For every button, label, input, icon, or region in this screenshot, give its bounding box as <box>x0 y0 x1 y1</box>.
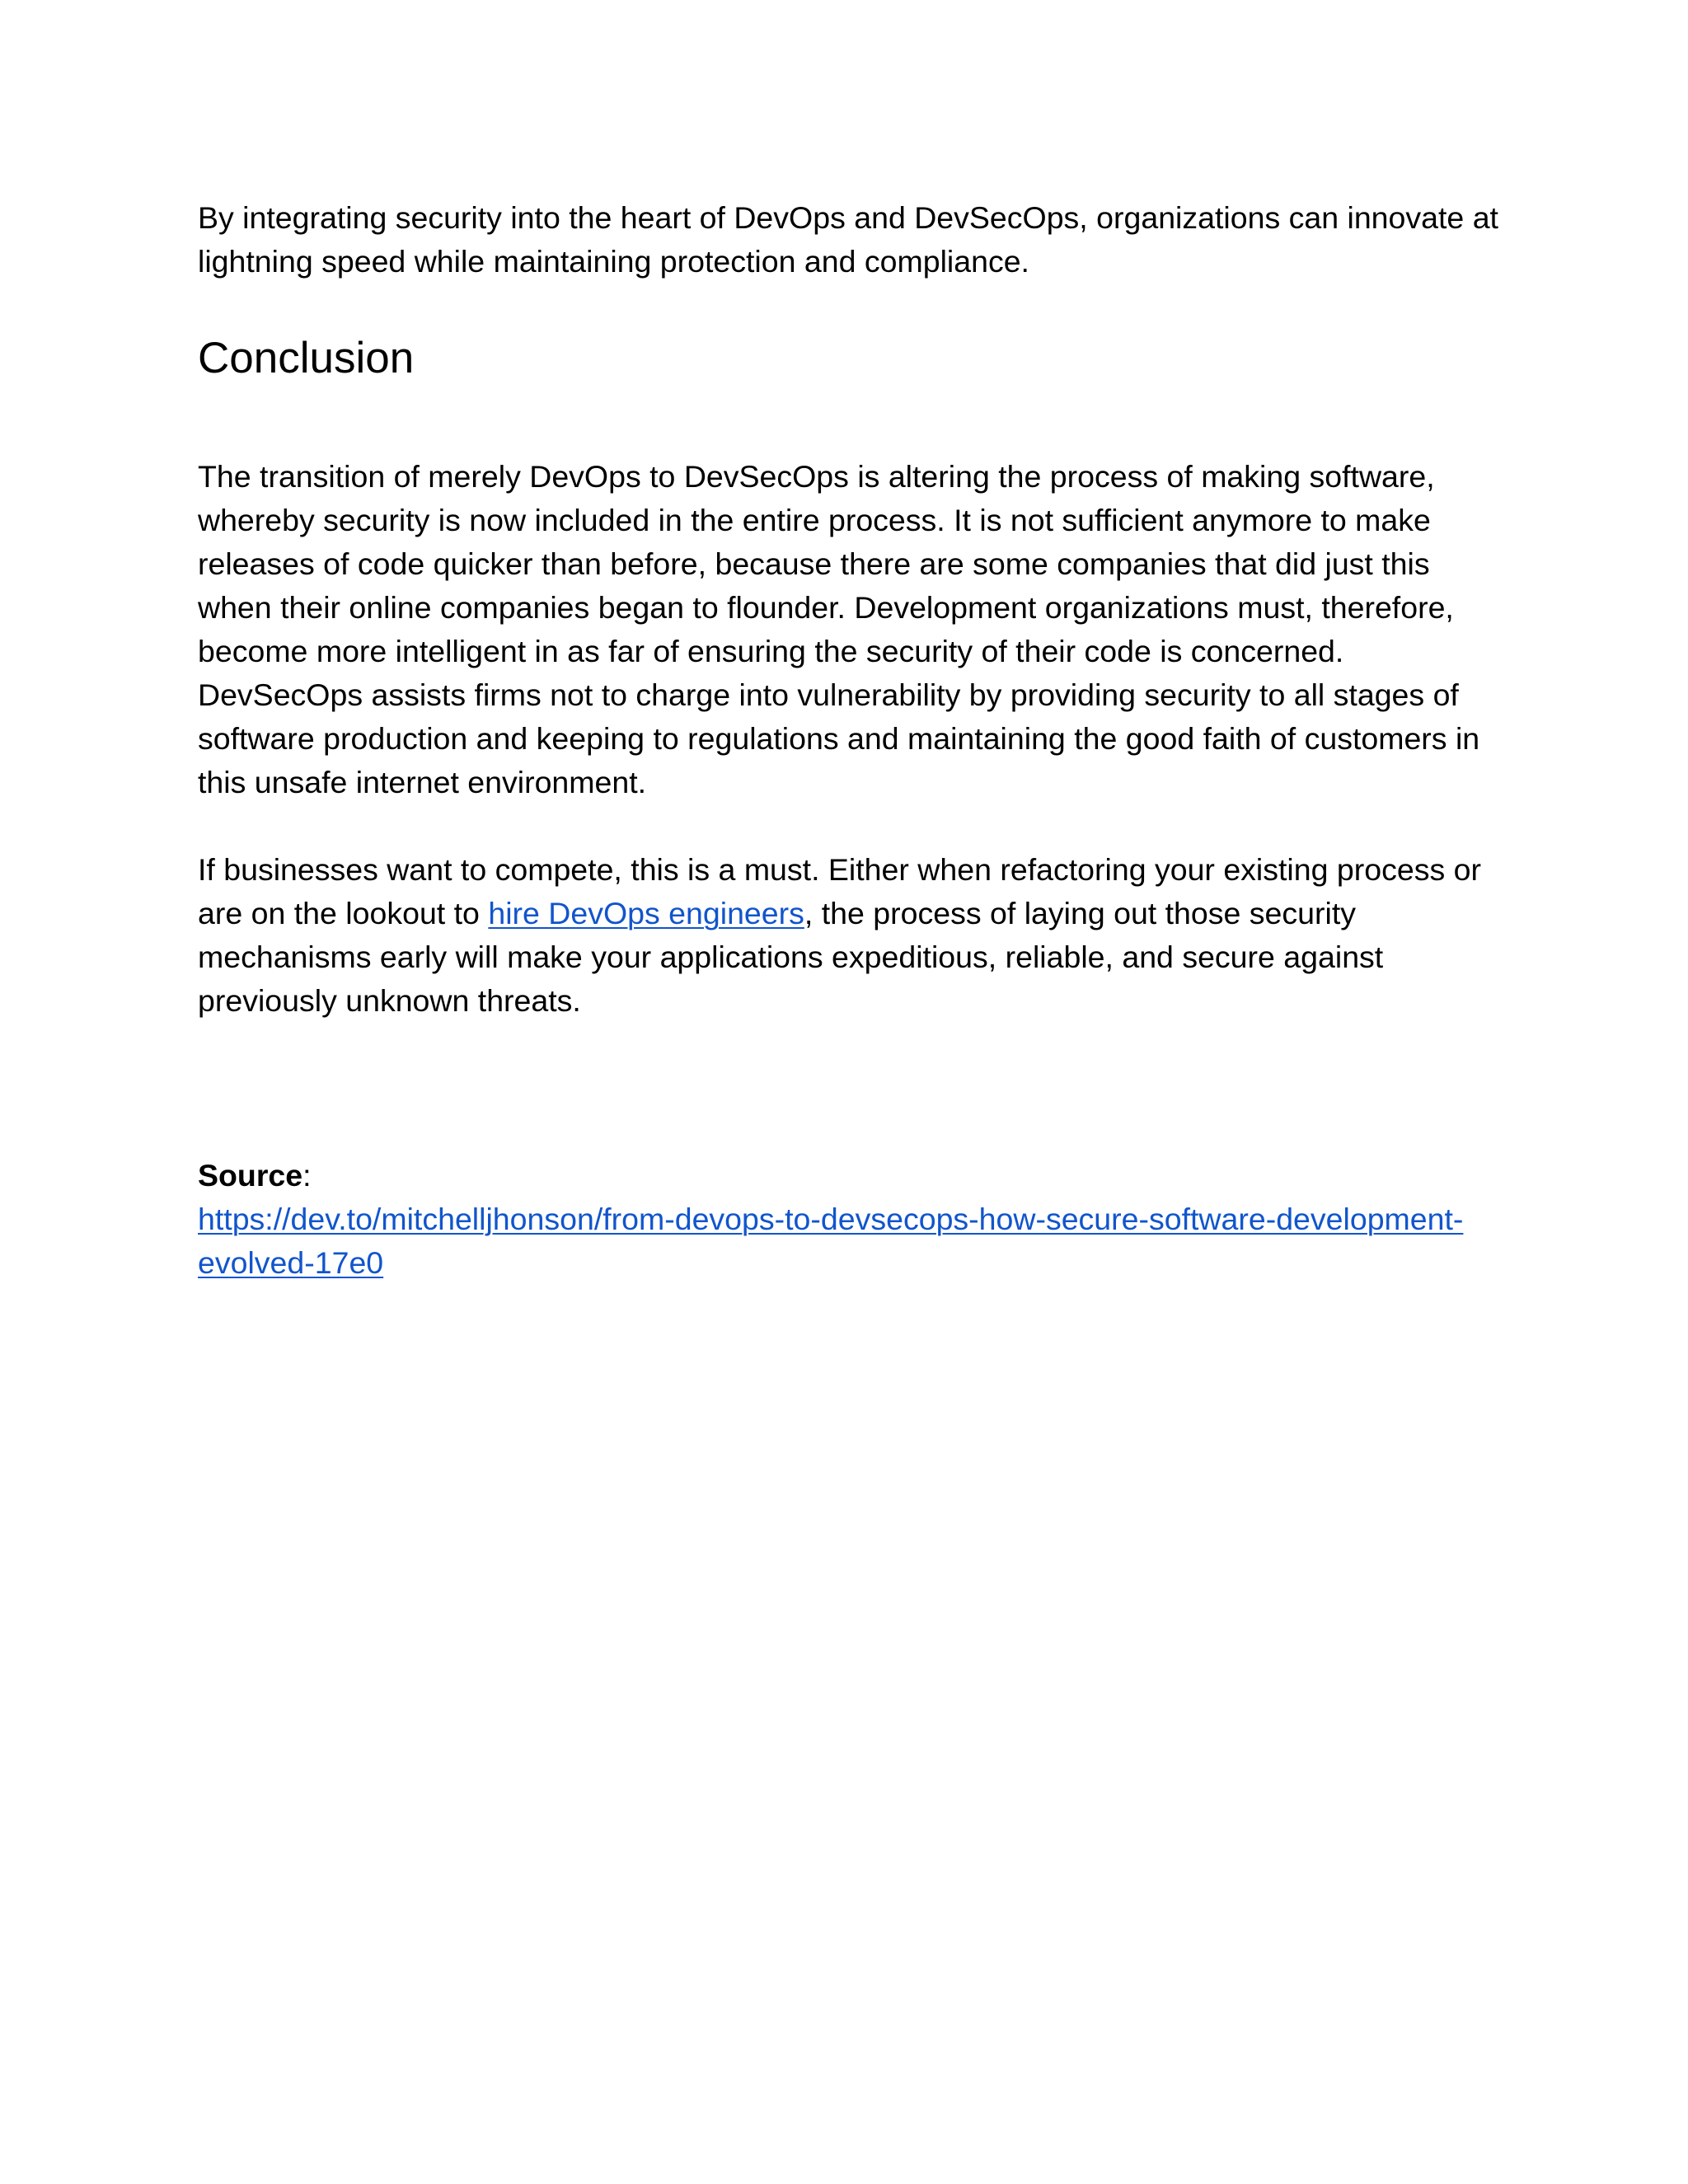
source-block <box>198 1154 1500 1285</box>
conclusion-paragraph-2 <box>198 848 1500 1023</box>
conclusion-heading: Conclusion <box>198 334 415 382</box>
paragraph-2-text-after-link: , the process of laying out those security mechanisms early will make your applications expeditious, reliable, and secure against previously unknown threats. <box>198 896 1384 1018</box>
document-content <box>198 196 1500 1285</box>
source-label: Source <box>198 1158 303 1193</box>
paragraph-2-text-before-link: If businesses want to compete, this is a must. Either when refactoring your existing process or are on the lookout to <box>198 852 1481 930</box>
intro-paragraph: By integrating security into the heart of DevOps and DevSecOps, organizations can innovate at lightning speed while maintaining protection and compliance. <box>198 200 1498 279</box>
conclusion-paragraph-1: The transition of merely DevOps to DevSecOps is altering the process of making software, whereby security is now included in the entire process. It is not sufficient anymore to make releases of code quicker than before, because there are some companies that did just this when their online companies began to flounder. Development organizations must, therefore, become more intelligent in as far of ensuring the security of their code is concerned. DevSecOps assists firms not to charge into vulnerability by providing security to all stages of software production and keeping to regulations and maintaining the good faith of customers in this unsafe internet environment. <box>198 459 1480 799</box>
hire-devops-engineers-link[interactable]: hire DevOps engineers <box>488 896 804 930</box>
source-colon: : <box>302 1158 312 1193</box>
source-label-line <box>198 1154 1500 1197</box>
source-url-link[interactable]: https://dev.to/mitchelljhonson/from-devops-to-devsecops-how-secure-software-development-evolved-17e0 <box>198 1202 1464 1280</box>
